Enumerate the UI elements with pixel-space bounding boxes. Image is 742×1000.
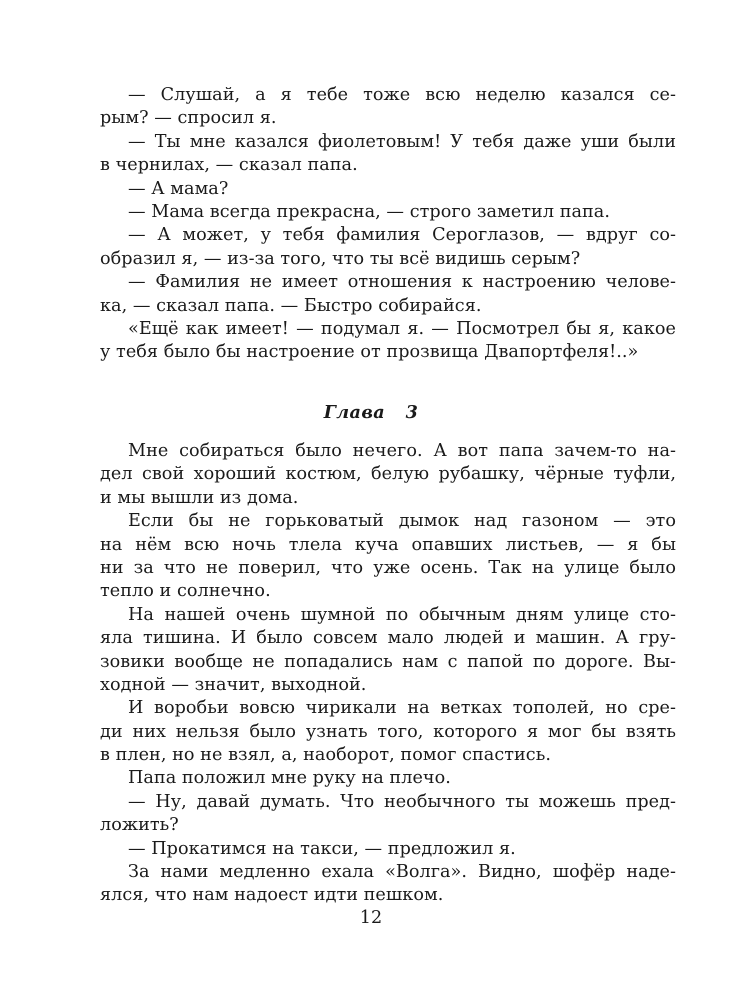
text-line: ни за что не поверил, что уже осень. Так на улице было (100, 557, 676, 578)
text-line: Папа положил мне руку на плечо. (128, 768, 451, 789)
text-line: — Ты мне казался фиолетовым! У тебя даже уши были (128, 131, 676, 152)
text-line: ложить? (100, 815, 179, 836)
text-line: в плен, но не взял, а, наоборот, помог спастись. (100, 745, 551, 766)
text-line: в чернилах, — сказал папа. (100, 155, 358, 176)
text-line: — А может, у тебя фамилия Сероглазов, — вдруг со- (128, 225, 676, 246)
text-line: «Ещё как имеет! — подумал я. — Посмотрел бы я, какое (128, 318, 676, 339)
text-line: Если бы не горьковатый дымок над газоном — это (128, 511, 676, 532)
text-line: — Ну, давай думать. Что необычного ты можешь пред- (128, 791, 676, 812)
chapter-text-block (100, 440, 676, 908)
text-line: ди них нельзя было узнать того, которого я мог бы взять (100, 721, 676, 742)
text-line: — А мама? (128, 178, 229, 199)
text-line: Мне собираться было нечего. А вот папа зачем-то на- (128, 441, 676, 461)
text-line: образил я, — из-за того, что ты всё видишь серым? (100, 248, 581, 269)
text-line: у тебя было бы настроение от прозвища Двапортфеля!..» (100, 342, 639, 363)
text-line: — Мама всегда прекрасна, — строго заметил папа. (128, 201, 610, 222)
text-line: ка, — сказал папа. — Быстро собирайся. (100, 295, 482, 316)
text-line: на нём всю ночь тлела куча опавших листьев, — я бы (100, 534, 676, 555)
chapter-heading: Глава 3 (323, 402, 419, 423)
text-line: яла тишина. И было совсем мало людей и машин. А гру- (100, 628, 676, 649)
text-line: рым? — спросил я. (100, 108, 277, 129)
dialogue-text-block (100, 84, 676, 365)
text-line: зовики вообще не попадались нам с папой по дороге. Вы- (100, 651, 676, 672)
page-number: 12 (359, 908, 383, 928)
text-line: За нами медленно ехала «Волга». Видно, шофёр наде- (128, 862, 676, 883)
text-line: — Прокатимся на такси, — предложил я. (128, 838, 516, 859)
text-line: ялся, что нам надоест идти пешком. (100, 885, 444, 906)
text-line: дел свой хороший костюм, белую рубашку, чёрные туфли, (100, 464, 676, 485)
text-line: и мы вышли из дома. (100, 487, 299, 508)
text-line: тепло и солнечно. (100, 581, 271, 602)
text-line: — Фамилия не имеет отношения к настроению челове- (128, 272, 676, 293)
text-line: ходной — значит, выходной. (100, 674, 367, 695)
text-line: — Слушай, а я тебе тоже всю неделю казался се- (128, 85, 676, 105)
text-line: На нашей очень шумной по обычным дням улице сто- (128, 604, 676, 625)
text-line: И воробьи вовсю чирикали на ветках тополей, но сре- (128, 698, 676, 719)
